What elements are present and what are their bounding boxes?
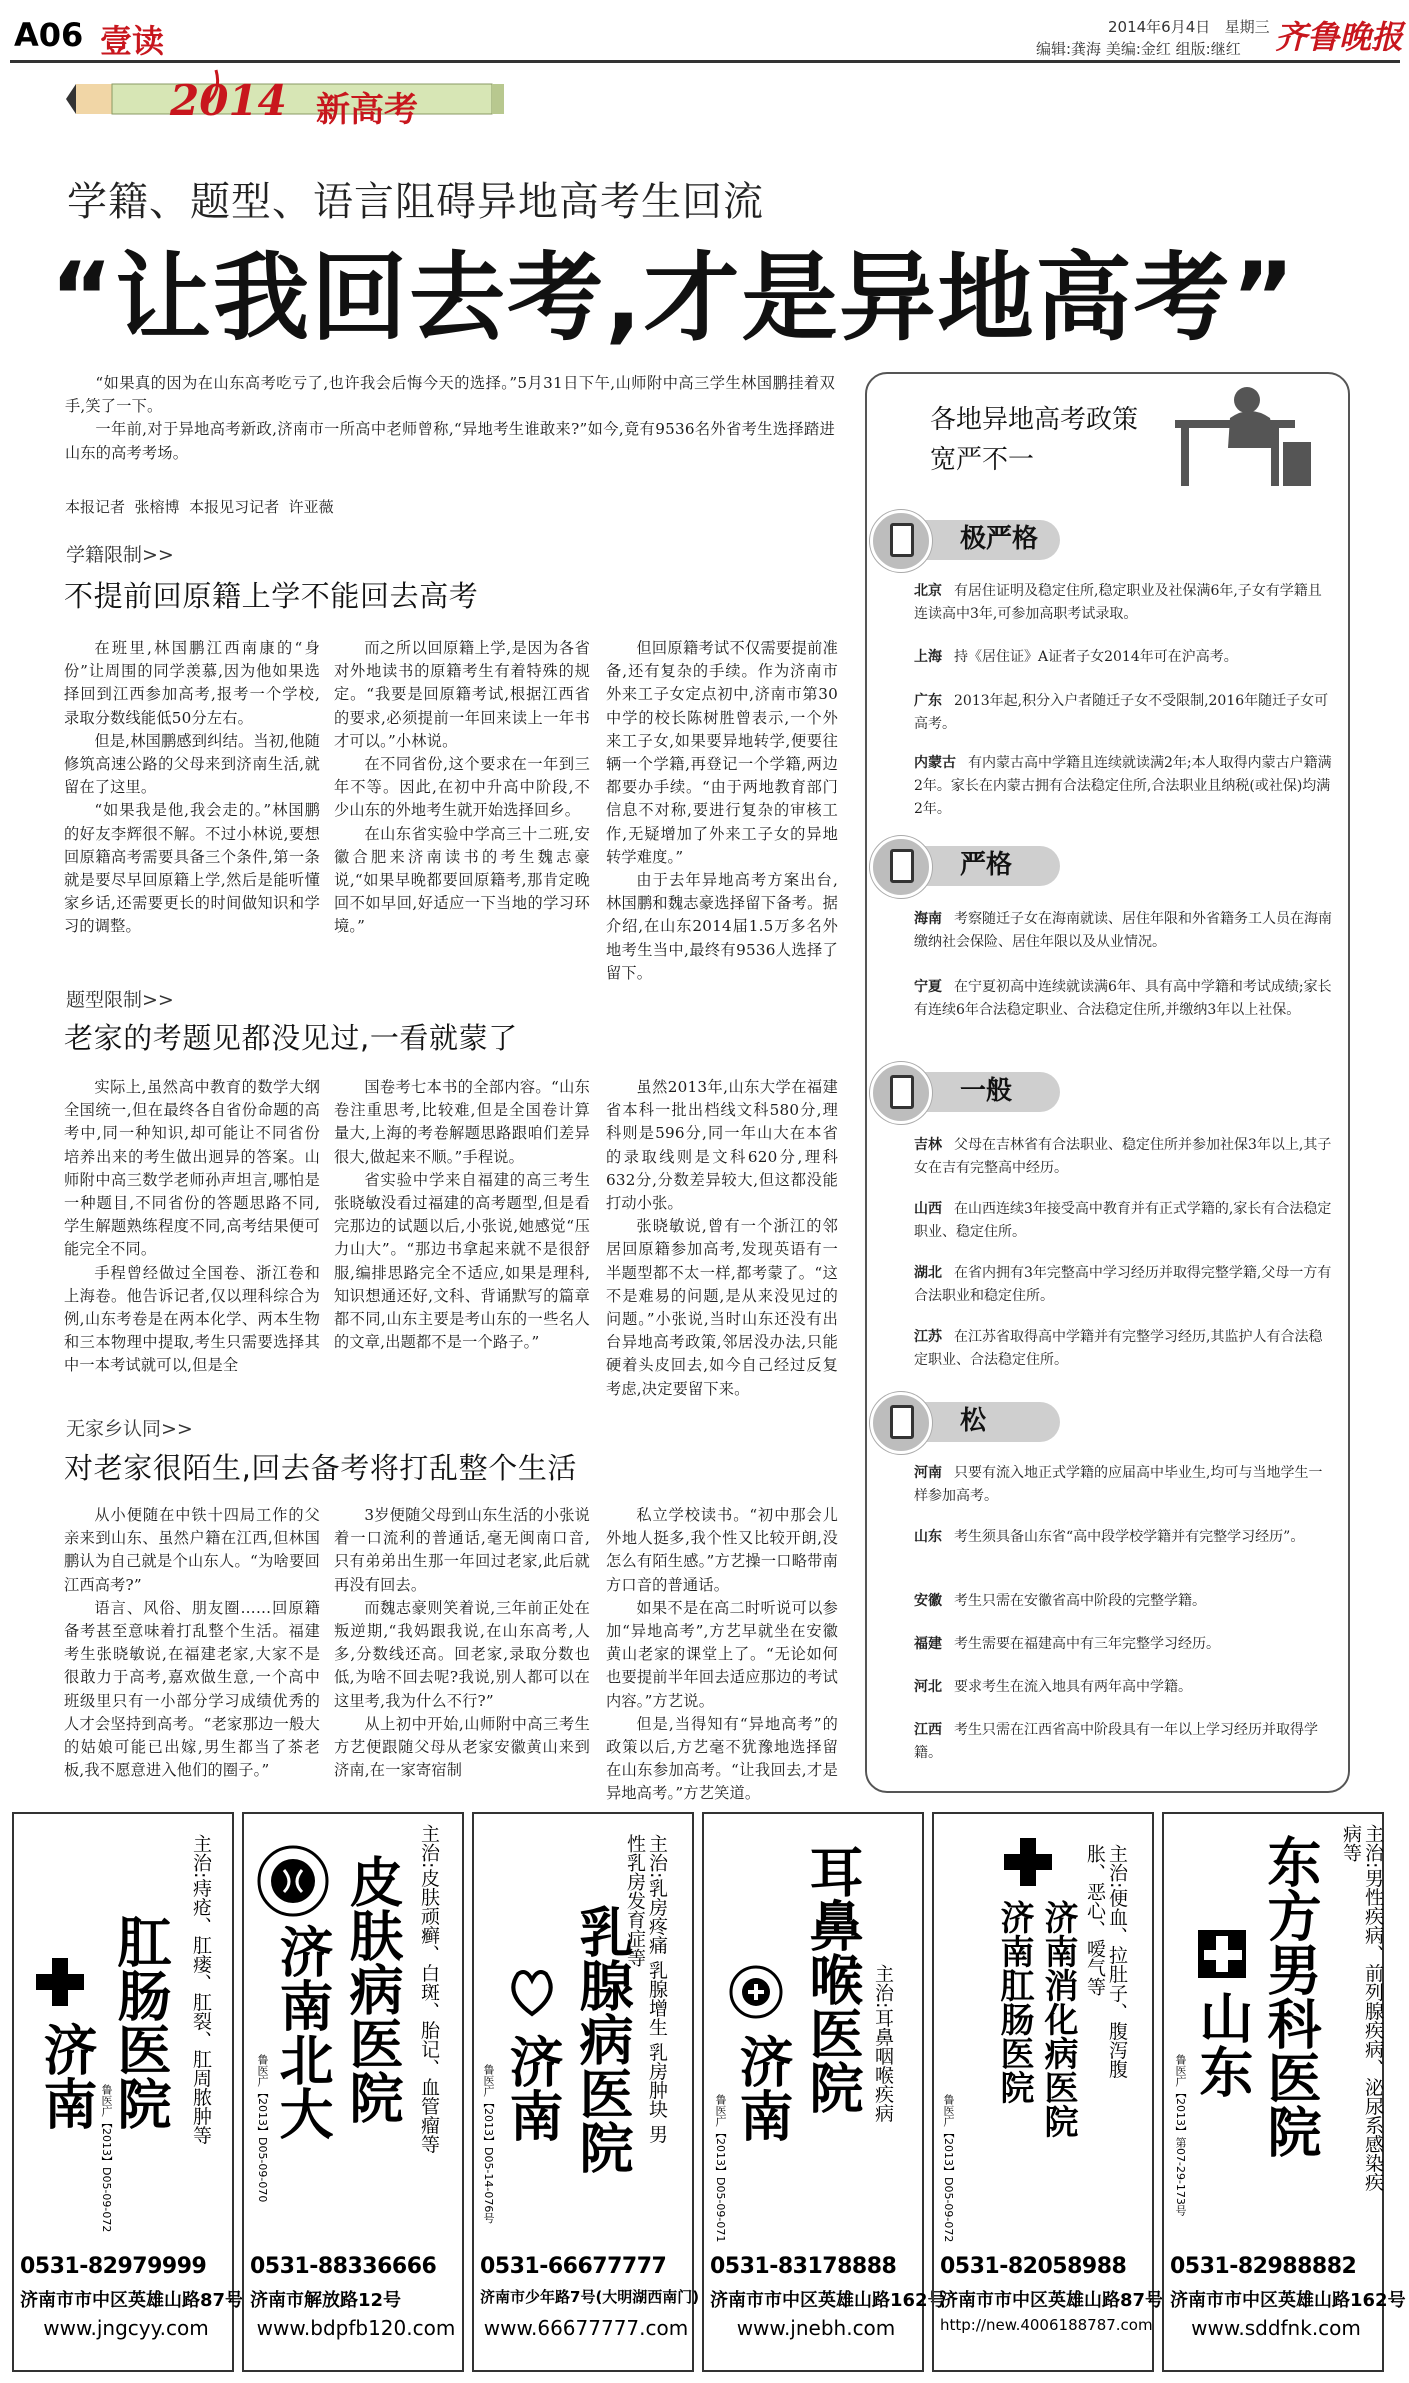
paragraph: 张晓敏说,曾有一个浙江的邻居回原籍参加高考,发现英语有一半题型都不太一样,都考蒙了。“这不是难易的问题,是从来没见过的问题。”小张说,当时山东还没有出台异地高考政策,邻居没办法,只能硬着头皮回去,如今自己经过反复考虑,决定要留下来。 bbox=[606, 1217, 838, 1398]
ad-treatment: 主治:便血、拉肚子、腹泻腹胀、恶心、嗳气等 bbox=[1084, 1844, 1128, 2079]
ad-website: www.66677777.com bbox=[483, 2316, 689, 2340]
header-rule bbox=[10, 60, 1400, 63]
ad-name-secondary: 济南 bbox=[35, 2022, 98, 2130]
hospital-ad bbox=[12, 1812, 244, 2372]
ad-license: 鲁医广【2013】D05-09-072 bbox=[100, 2084, 113, 2233]
paragraph: 由于去年异地高考方案出台,林国鹏和魏志豪选择留下备考。据介绍,在山东2014届1.5万多名外地考生当中,最终有9536人选择了留下。 bbox=[606, 871, 838, 982]
province-name: 北京 bbox=[914, 583, 942, 599]
policy-text: 考生只需在安徽省高中阶段的完整学籍。 bbox=[954, 1593, 1206, 1609]
policy-text: 有居住证明及稳定住所,稳定职业及社保满6年,子女有学籍且连读高中3年,可参加高职考试录取。 bbox=[914, 583, 1322, 622]
banner-topic: 新高考 bbox=[316, 90, 418, 130]
paragraph: 国卷考七本书的全部内容。“山东卷注重思考,比较难,但是全国卷计算量大,上海的考卷解题思路跟咱们差异很大,做起来不顺。”手程说。 bbox=[334, 1078, 590, 1166]
province-name: 上海 bbox=[914, 649, 942, 665]
policy-entry bbox=[914, 1633, 1334, 1656]
article-column bbox=[64, 637, 320, 939]
ad-treatment: 主治:痔疮、肛瘘、肛裂、肛周脓肿等 bbox=[190, 1834, 212, 2145]
banner-year: 2014 bbox=[170, 76, 287, 125]
ad-website: www.sddfnk.com bbox=[1191, 2316, 1361, 2340]
ad-treatment: 主治:乳房疼痛 乳腺增生 乳房肿块 男性乳房发育症等 bbox=[624, 1834, 668, 2144]
province-name: 内蒙古 bbox=[914, 755, 956, 771]
province-name: 安徽 bbox=[914, 1593, 942, 1609]
banner bbox=[66, 66, 506, 132]
policy-entry bbox=[914, 976, 1334, 1022]
policy-entry bbox=[914, 752, 1334, 821]
hospital-ad bbox=[932, 1812, 1164, 2372]
paragraph: 如果不是在高二时听说可以参加“异地高考”,方艺早就坐在安徽黄山老家的课堂上了。“无论如何也要提前半年回去适应那边的考试内容。”方艺说。 bbox=[606, 1598, 838, 1710]
ad-website: www.jnebh.com bbox=[736, 2316, 896, 2340]
paragraph: 手程曾经做过全国卷、浙江卷和上海卷。他告诉记者,仅以理科综合为例,山东考卷是在两本化学、两本生物和三本物理中提取,考生只需要选择其中一本考试就可以,但是全 bbox=[64, 1263, 320, 1375]
clipboard-icon bbox=[870, 1392, 932, 1454]
province-name: 山东 bbox=[914, 1529, 942, 1545]
province-name: 广东 bbox=[914, 693, 942, 709]
ad-name-primary: 东方男科医院 bbox=[1259, 1834, 1322, 2158]
policy-entry bbox=[914, 908, 1334, 954]
policy-text: 要求考生在流入地具有两年高中学籍。 bbox=[954, 1679, 1192, 1695]
province-name: 河南 bbox=[914, 1465, 942, 1481]
ad-name-primary: 耳鼻喉医院 bbox=[801, 1844, 864, 2114]
paragraph: 私立学校读书。“初中那会儿外地人挺多,我个性又比较开朗,没怎么有陌生感。”方艺操一口略带南方口音的普通话。 bbox=[606, 1506, 838, 1594]
paper-logo: 齐鲁晚报 bbox=[1275, 18, 1404, 56]
paragraph: “如果我是他,我会走的。”林国鹏的好友李辉很不解。不过小林说,要想回原籍高考需要具备三个条件,第一条就是要尽早回原籍上学,然后是能听懂家乡话,还需要更长的时间做知识和学习的调整。 bbox=[64, 801, 320, 936]
section-title: 对老家很陌生,回去备考将打乱整个生活 bbox=[64, 1451, 578, 1485]
paragraph: 但是,林国鹏感到纠结。当初,他随修筑高速公路的父母来到济南生活,就留在了这里。 bbox=[64, 731, 320, 797]
section-kicker: 无家乡认同>> bbox=[66, 1418, 193, 1440]
hospital-ad bbox=[242, 1812, 464, 2372]
issue-date-text: 2014年6月4日 bbox=[1108, 18, 1211, 36]
policy-text: 有内蒙古高中学籍且连续就读满2年;本人取得内蒙古户籍满2年。家长在内蒙古拥有合法稳定住所,合法职业且纳税(或社保)均满2年。 bbox=[914, 755, 1332, 817]
paragraph: 从上初中开始,山师附中高三考生方艺便跟随父母从老家安徽黄山来到济南,在一家寄宿制 bbox=[334, 1714, 590, 1780]
policy-entry bbox=[914, 1676, 1334, 1699]
ad-name-primary: 乳腺病医院 bbox=[571, 1904, 634, 2174]
staff-credits: 编辑:龚海 美编:金红 组版:继红 bbox=[1036, 40, 1241, 58]
policy-entry bbox=[914, 1462, 1334, 1508]
lead-paragraph: “如果真的因为在山东高考吃亏了,也许我会后悔今天的选择。”5月31日下午,山师附中高三学生林国鹏挂着双手,笑了一下。 bbox=[65, 374, 835, 416]
ad-phone: 0531-83178888 bbox=[710, 2254, 897, 2279]
province-name: 湖北 bbox=[914, 1265, 942, 1281]
ad-name-secondary: 山东 bbox=[1191, 1990, 1254, 2098]
ad-name-secondary: 济南北大 bbox=[271, 1924, 334, 2140]
paragraph: 3岁便随父母到山东生活的小张说着一口流利的普通话,毫无闽南口音,只有弟弟出生那一年回过老家,此后就再没有回去。 bbox=[334, 1506, 590, 1594]
policy-entry bbox=[914, 646, 1334, 669]
policy-entry bbox=[914, 580, 1334, 626]
category-label: 严格 bbox=[960, 850, 1013, 880]
policy-entry bbox=[914, 1526, 1334, 1549]
province-name: 福建 bbox=[914, 1636, 942, 1652]
policy-entry bbox=[914, 1134, 1334, 1180]
article-column bbox=[334, 1504, 590, 1782]
hospital-seal-icon bbox=[256, 1844, 330, 1918]
paragraph: 而之所以回原籍上学,是因为各省对外地读书的原籍考生有着特殊的规定。“我要是回原籍考试,根据江西省的要求,必须提前一年回来读上一年书才可以。”小林说。 bbox=[334, 639, 590, 750]
ad-name-secondary: 济南 bbox=[501, 2034, 564, 2142]
policy-text: 只要有流入地正式学籍的应届高中毕业生,均可与当地学生一样参加高考。 bbox=[914, 1465, 1323, 1504]
hospital-ad bbox=[1162, 1812, 1406, 2372]
article-column bbox=[334, 1076, 590, 1354]
ribbon-logo-icon bbox=[504, 1964, 560, 2020]
sidebar-title-line1: 各地异地高考政策 bbox=[930, 405, 1139, 435]
policy-text: 考察随迁子女在海南就读、居住年限和外省籍务工人员在海南缴纳社会保险、居住年限以及从业情况。 bbox=[914, 911, 1332, 950]
province-name: 宁夏 bbox=[914, 979, 942, 995]
policy-text: 父母在吉林省有合法职业、稳定住所并参加社保3年以上,其子女在吉有完整高中经历。 bbox=[914, 1137, 1332, 1176]
category-label: 极严格 bbox=[960, 524, 1039, 554]
ad-address: 济南市市中区英雄山路87号 bbox=[940, 2290, 1164, 2311]
paragraph: 但是,当得知有“异地高考”的政策以后,方艺毫不犹豫地选择留在山东参加高考。“让我回去,才是异地高考。”方艺笑道。 bbox=[606, 1714, 838, 1803]
section-kicker: 学籍限制>> bbox=[66, 544, 174, 566]
ad-phone: 0531-88336666 bbox=[250, 2254, 437, 2279]
ad-license: 鲁医广【2013】D05-09-072 bbox=[942, 2094, 955, 2243]
paragraph: 虽然2013年,山东大学在福建省本科一批出档线文科580分,理科则是596分,同一年山大在本省的录取线则是文科620分,理科632分,分数差异较大,但这都没能打动小张。 bbox=[606, 1078, 838, 1213]
ad-website: http://new.4006188787.com bbox=[940, 2316, 1153, 2334]
policy-category bbox=[870, 510, 1060, 570]
paragraph: 省实验中学来自福建的高三考生张晓敏没看过福建的高考题型,但是看完那边的试题以后,小张说,她感觉“压力山大”。“那边书拿起来就不是很舒服,编排思路完全不适应,如果是理科,知识想通还好,文科、背诵默写的篇章都不同,山东主要是考山东的一些名人的文章,出题都不是一个路子。” bbox=[334, 1170, 590, 1352]
policy-entry bbox=[914, 1590, 1334, 1613]
ad-phone: 0531-66677777 bbox=[480, 2254, 667, 2279]
paragraph: 从小便随在中铁十四局工作的父亲来到山东、虽然户籍在江西,但林国鹏认为自己就是个山东人。“为啥要回江西高考?” bbox=[64, 1506, 320, 1594]
ad-treatment: 主治:皮肤顽癣、白斑、胎记、血管瘤等 bbox=[418, 1824, 440, 2154]
ad-license: 鲁医广【2013】D05-09-070 bbox=[256, 2054, 269, 2203]
policy-entry bbox=[914, 1262, 1334, 1308]
article-subtitle: 学籍、题型、语言阻碍异地高考生回流 bbox=[67, 179, 764, 225]
ad-name-primary: 皮肤病医院 bbox=[341, 1854, 404, 2124]
sidebar-title bbox=[930, 400, 1138, 480]
article-headline: “让我回去考,才是异地高考” bbox=[50, 242, 1297, 354]
category-label: 松 bbox=[960, 1406, 987, 1436]
policy-entry bbox=[914, 690, 1334, 736]
article-lead bbox=[65, 372, 835, 465]
issue-date bbox=[1108, 16, 1270, 37]
policy-entry bbox=[914, 1719, 1334, 1765]
policy-category bbox=[870, 1062, 1060, 1122]
ad-website: www.jngcyy.com bbox=[43, 2316, 209, 2340]
article-column bbox=[606, 637, 838, 985]
policy-text: 考生需要在福建高中有三年完整学习经历。 bbox=[954, 1636, 1220, 1652]
article-column bbox=[606, 1504, 838, 1806]
policy-entry bbox=[914, 1198, 1334, 1244]
ad-address: 济南市市中区英雄山路162号 bbox=[710, 2290, 946, 2311]
policy-text: 在宁夏初高中连续就读满6年、具有高中学籍和考试成绩;家长有连续6年合法稳定职业、合法稳定住所,并缴纳3年以上社保。 bbox=[914, 979, 1332, 1018]
paragraph: 在不同省份,这个要求在一年到三年不等。因此,在初中升高中阶段,不少山东的外地考生就开始选择回乡。 bbox=[334, 755, 590, 820]
policy-text: 在山西连续3年接受高中教育并有正式学籍的,家长有合法稳定职业、稳定住所。 bbox=[914, 1201, 1332, 1240]
page-header bbox=[0, 0, 1409, 130]
province-name: 吉林 bbox=[914, 1137, 942, 1153]
policy-text: 2013年起,积分入户者随迁子女不受限制,2016年随迁子女可高考。 bbox=[914, 693, 1329, 732]
cross-logo-icon bbox=[1194, 1926, 1250, 1982]
policy-text: 在江苏省取得高中学籍并有完整学习经历,其监护人有合法稳定职业、合法稳定住所。 bbox=[914, 1329, 1323, 1368]
ad-name-primary: 济南消化病医院 bbox=[1038, 1900, 1078, 2138]
cross-logo-icon bbox=[32, 1954, 88, 2010]
article-column bbox=[606, 1076, 838, 1401]
policy-text: 考生须具备山东省“高中段学校学籍并有完整学习经历”。 bbox=[954, 1529, 1305, 1545]
province-name: 江苏 bbox=[914, 1329, 942, 1345]
policy-entry bbox=[914, 1326, 1334, 1372]
category-label: 一般 bbox=[960, 1076, 1013, 1106]
paragraph: 在山东省实验中学高三十二班,安徽合肥来济南读书的考生魏志豪说,“如果早晚都要回原籍考,那肯定晚回不如早回,好适应一下当地的学习环境。” bbox=[334, 824, 590, 936]
policy-text: 在省内拥有3年完整高中学习经历并取得完整学籍,父母一方有合法职业和稳定住所。 bbox=[914, 1265, 1332, 1304]
ad-website: www.bdpfb120.com bbox=[256, 2316, 456, 2340]
article-column bbox=[64, 1504, 320, 1782]
ad-phone: 0531-82979999 bbox=[20, 2254, 207, 2279]
section-title: 老家的考题见都没见过,一看就蒙了 bbox=[64, 1021, 518, 1055]
ad-license: 鲁医广【2013】D05-09-071 bbox=[714, 2094, 727, 2243]
paragraph: 语言、风俗、朋友圈……回原籍备考甚至意味着打乱整个生活。福建考生张晓敏说,在福建老家,大家不是很敢力于高考,嘉欢做生意,一个高中班级里只有一小部分学习成绩优秀的人才会坚持到高考。“老家那边一般大的姑娘可能已出嫁,男生都当了茶老板,我不愿意进入他们的圈子。” bbox=[64, 1598, 320, 1780]
clipboard-icon bbox=[870, 510, 932, 572]
ad-license: 鲁医广【2013】D05-14-076号 bbox=[482, 2064, 495, 2224]
article-column bbox=[334, 637, 590, 939]
lead-paragraph: 一年前,对于异地高考新政,济南市一所高中老师曾称,“异地考生谁敢来?”如今,竟有9536名外省考生选择踏进山东的高考考场。 bbox=[65, 420, 835, 462]
province-name: 山西 bbox=[914, 1201, 942, 1217]
ad-name-secondary: 济南 bbox=[731, 2034, 794, 2142]
ad-phone: 0531-82988882 bbox=[1170, 2254, 1357, 2279]
province-name: 河北 bbox=[914, 1679, 942, 1695]
province-name: 海南 bbox=[914, 911, 942, 927]
section-title: 不提前回原籍上学不能回去高考 bbox=[64, 579, 479, 613]
ad-license: 鲁医广【2013】第07-29-173号 bbox=[1174, 2054, 1187, 2216]
paragraph: 而魏志豪则笑着说,三年前正处在叛逆期,“我妈跟我说,在山东高考,人多,分数线还高。回老家,录取分数也低,为啥不回去呢?我说,别人都可以在这里考,我为什么不行?” bbox=[334, 1598, 590, 1710]
clipboard-icon bbox=[870, 836, 932, 898]
article-column bbox=[64, 1076, 320, 1378]
clipboard-icon bbox=[870, 1062, 932, 1124]
ad-treatment: 主治:耳鼻咽喉疾病 bbox=[872, 1964, 894, 2123]
ad-treatment: 主治:男性疾病、前列腺疾病、泌尿系感染疾病等 bbox=[1340, 1824, 1384, 2192]
policy-category bbox=[870, 1392, 1060, 1452]
ad-address: 济南市市中区英雄山路87号 bbox=[20, 2290, 244, 2311]
policy-text: 考生只需在江西省高中阶段具有一年以上学习经历并取得学籍。 bbox=[914, 1722, 1318, 1761]
hospital-ad bbox=[472, 1812, 700, 2372]
hospital-ad bbox=[702, 1812, 946, 2372]
byline: 本报记者 张榕博 本报见习记者 许亚薇 bbox=[65, 498, 334, 516]
policy-text: 持《居住证》A证者子女2014年可在沪高考。 bbox=[954, 649, 1238, 665]
ad-phone: 0531-82058988 bbox=[940, 2254, 1127, 2279]
ad-address: 济南市解放路12号 bbox=[250, 2290, 402, 2311]
section-name: 壹读 bbox=[100, 22, 165, 60]
student-desk-icon bbox=[1175, 382, 1325, 492]
paragraph: 实际上,虽然高中教育的数学大纲全国统一,但在最终各自省份命题的高考中,同一种知识,却可能让不同省份培养出来的考生做出迥异的答案。山师附中高三数学老师孙声坦言,哪怕是一种题目,不同省份的答题思路不同,学生解题熟练程度不同,高考结果便可能完全不同。 bbox=[64, 1078, 320, 1259]
ent-logo-icon bbox=[728, 1964, 784, 2020]
ad-address: 济南市市中区英雄山路162号 bbox=[1170, 2290, 1406, 2311]
cross-logo-icon bbox=[1000, 1834, 1056, 1890]
sidebar-title-line2: 宽严不一 bbox=[930, 445, 1035, 475]
paragraph: 但回原籍考试不仅需要提前准备,还有复杂的手续。作为济南市外来工子女定点初中,济南市第30中学的校长陈树胜曾表示,一个外来工子女,如果要异地转学,便要往辆一个学籍,再登记一个学籍,两边都要办手续。“由于两地教育部门信息不对称,要进行复杂的审核工作,无疑增加了外来工子女的异地转学难度。” bbox=[606, 639, 838, 866]
ad-name-secondary: 济南肛肠医院 bbox=[994, 1900, 1034, 2104]
section-kicker: 题型限制>> bbox=[66, 989, 174, 1011]
ad-address: 济南市少年路7号(大明湖西南门) bbox=[480, 2288, 700, 2306]
page-number: A06 bbox=[14, 16, 84, 54]
paragraph: 在班里,林国鹏江西南康的“身份”让周围的同学羡慕,因为他如果选择回到江西参加高考,报考一个学校,录取分数线能低50分左右。 bbox=[64, 639, 320, 727]
issue-weekday: 星期三 bbox=[1224, 18, 1270, 36]
province-name: 江西 bbox=[914, 1722, 942, 1738]
ad-name-primary: 肛肠医院 bbox=[109, 1914, 172, 2130]
policy-category bbox=[870, 836, 1060, 896]
